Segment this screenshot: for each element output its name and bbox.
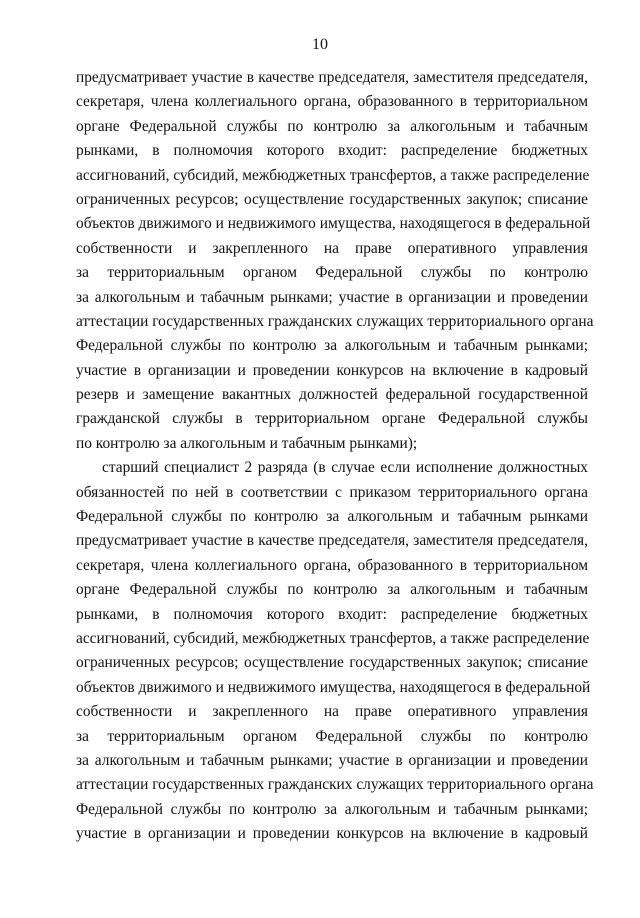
text-line: органе Федеральной службы по контролю за алкогольным и табачным — [76, 117, 588, 135]
text-line: объектов движимого и недвижимого имущества, находящегося в федеральной — [76, 678, 591, 696]
text-line: секретаря, члена коллегиального органа, образованного в территориальном — [76, 93, 588, 111]
text-line: за территориальным органом Федеральной службы по контролю — [76, 727, 588, 745]
text-line: секретаря, члена коллегиального органа, образованного в территориальном — [76, 556, 588, 574]
text-line: обязанностей по ней в соответствии с приказом территориального органа — [76, 483, 588, 501]
document-body — [76, 66, 594, 847]
text-line: собственности и закрепленного на праве оперативного управления — [76, 239, 588, 257]
text-line: Федеральной службы по контролю за алкогольным и табачным рынками — [76, 508, 588, 526]
text-line: аттестации государственных гражданских служащих территориального органа — [76, 776, 594, 794]
text-line: участие в организации и проведении конкурсов на включение в кадровый — [76, 825, 588, 843]
text-line: гражданской службы в территориальном органе Федеральной службы — [76, 410, 588, 428]
text-line: предусматривает участие в качестве председателя, заместителя председателя, — [76, 69, 588, 86]
text-line: ограниченных ресурсов; осуществление государственных закупок; списание — [76, 190, 588, 208]
text-line: по контролю за алкогольным и табачным рынками); — [76, 434, 418, 452]
text-line: ограниченных ресурсов; осуществление государственных закупок; списание — [76, 654, 588, 672]
text-line: участие в организации и проведении конкурсов на включение в кадровый — [76, 361, 588, 379]
text-line: рынками, в полномочия которого входит: распределение бюджетных — [76, 142, 588, 160]
text-line: ассигнований, субсидий, межбюджетных трансфертов, а также распределение — [76, 166, 590, 184]
text-line: старший специалист 2 разряда (в случае если исполнение должностных — [102, 459, 588, 477]
page-number: 10 — [312, 36, 328, 53]
text-line: аттестации государственных гражданских служащих территориального органа — [76, 312, 594, 330]
text-line: собственности и закрепленного на праве оперативного управления — [76, 703, 588, 721]
text-line: рынками, в полномочия которого входит: распределение бюджетных — [76, 605, 588, 623]
text-line: за алкогольным и табачным рынками; участие в организации и проведении — [76, 751, 588, 769]
text-line: резерв и замещение вакантных должностей федеральной государственной — [76, 386, 588, 404]
text-line: за алкогольным и табачным рынками; участие в организации и проведении — [76, 288, 588, 306]
text-line: органе Федеральной службы по контролю за алкогольным и табачным — [76, 581, 588, 599]
text-line: Федеральной службы по контролю за алкогольным и табачным рынками; — [76, 337, 588, 355]
text-line: Федеральной службы по контролю за алкогольным и табачным рынками; — [76, 800, 588, 818]
text-line: ассигнований, субсидий, межбюджетных трансфертов, а также распределение — [76, 629, 590, 647]
text-line: объектов движимого и недвижимого имущества, находящегося в федеральной — [76, 215, 591, 233]
paragraph-1 — [76, 66, 594, 456]
paragraph-2 — [76, 456, 594, 846]
text-line: предусматривает участие в качестве председателя, заместителя председателя, — [76, 532, 588, 550]
text-line: за территориальным органом Федеральной службы по контролю — [76, 264, 588, 282]
